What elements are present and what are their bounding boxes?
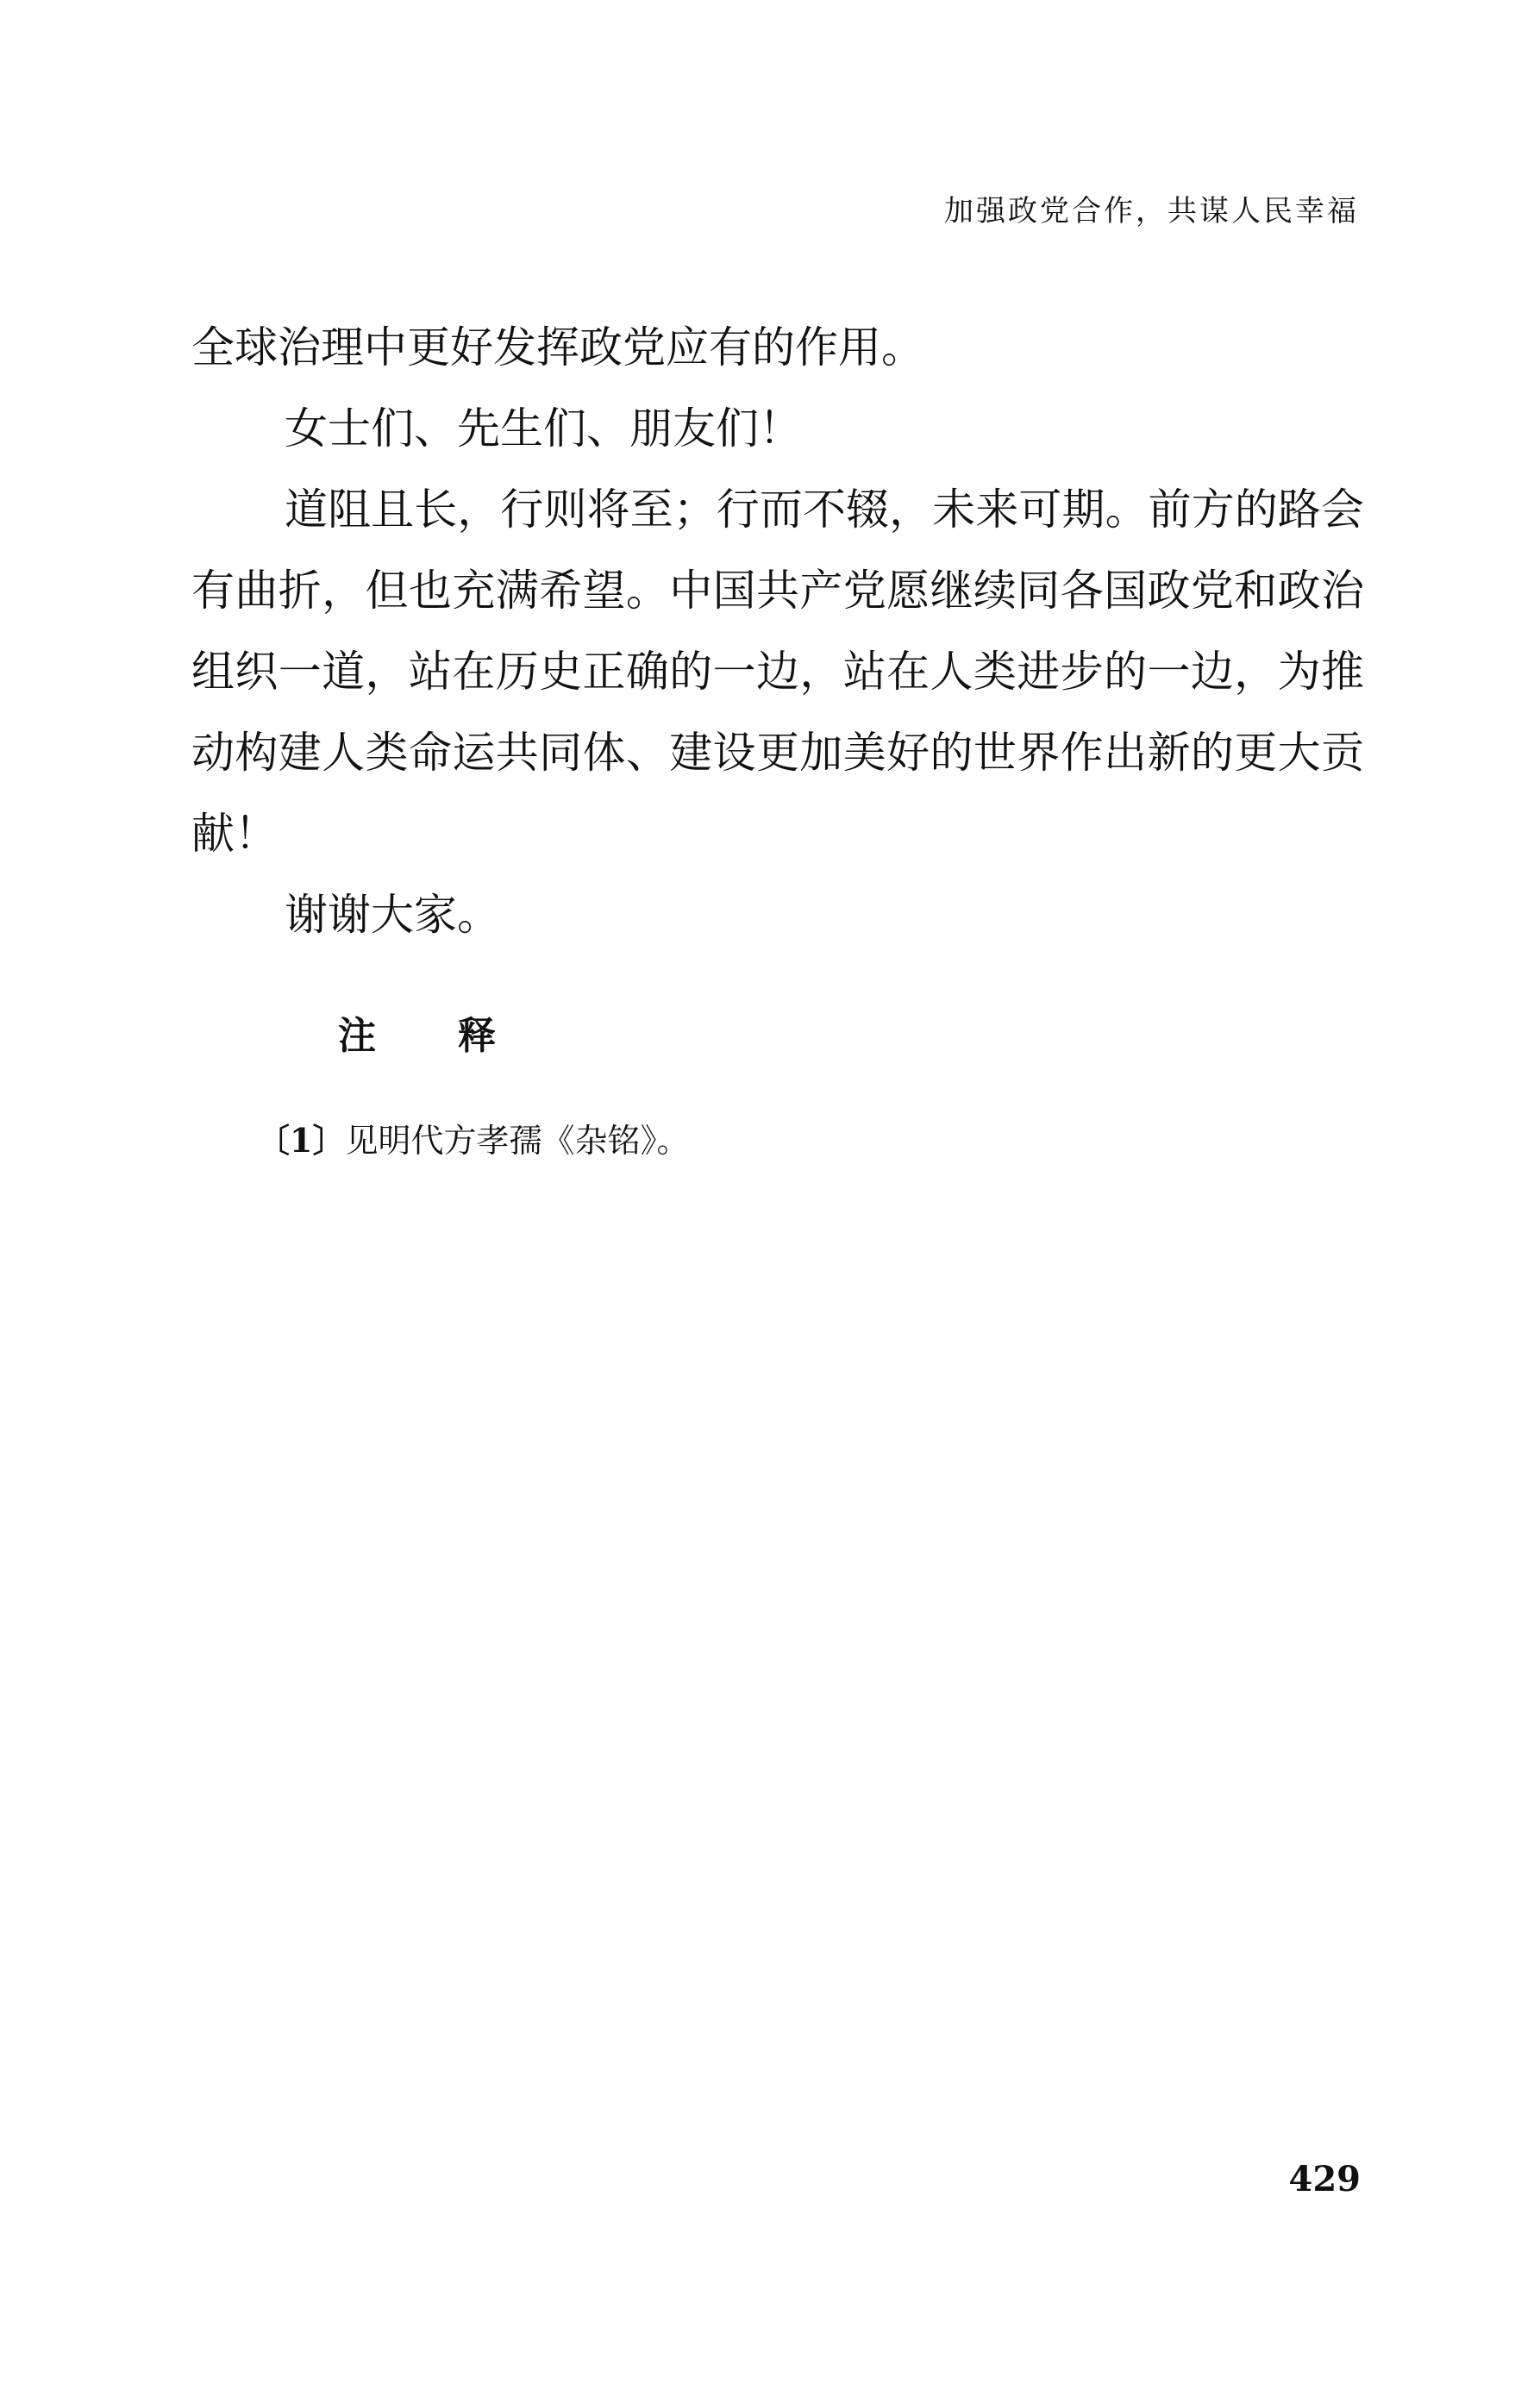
paragraph-main: 道阻且长，行则将至；行而不辍，未来可期。前方的路会有曲折，但也充满希望。中国共产党愿继续同各国政党和政治组织一道，站在历史正确的一边，站在人类进步的一边，为推动构建人类命运共同体、建设更加美好的世界作出新的更大贡献！ — [191, 485, 1364, 859]
body-text — [191, 307, 1364, 955]
note-item — [257, 1121, 689, 1161]
paragraph-closing: 谢谢大家。 — [285, 890, 500, 940]
paragraph-continuation: 全球治理中更好发挥政党应有的作用。 — [191, 322, 924, 372]
paragraph-salutation: 女士们、先生们、朋友们！ — [285, 404, 802, 454]
note-marker: 〔1〕 — [257, 1121, 346, 1160]
note-text: 见明代方孝孺《杂铭》。 — [345, 1122, 690, 1160]
notes-heading: 注释 — [338, 1014, 578, 1058]
page-number: 429 — [1288, 2159, 1361, 2199]
running-header: 加强政党合作，共谋人民幸福 — [944, 194, 1359, 228]
